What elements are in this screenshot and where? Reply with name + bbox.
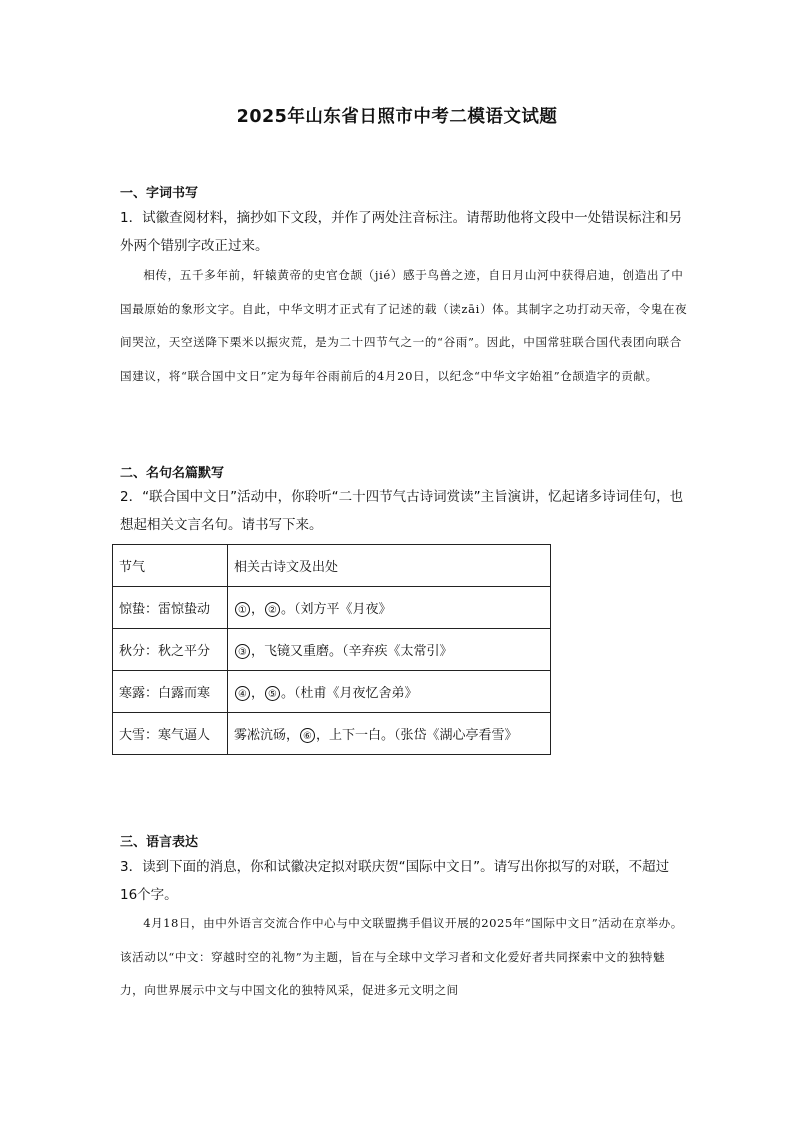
solar-term-cell: 惊蛰：雷惊蛰动: [113, 587, 228, 629]
verse-cell: [228, 671, 551, 713]
table-header-cell: 相关古诗文及出处: [228, 545, 551, 587]
source-text: ，飞镜又重磨。（辛弃疾《太常引》: [251, 644, 453, 659]
table-header-row: [113, 545, 551, 587]
section-heading-1: 一、字词书写: [120, 186, 199, 201]
solar-term-cell: 寒露：白露而寒: [113, 671, 228, 713]
blank-marker: ⑤: [265, 686, 280, 701]
separator-text: ，: [251, 602, 265, 617]
source-text: 。（杜甫《月夜忆舍弟》: [281, 686, 418, 701]
verse-head-text: 雾凇沆砀，: [234, 728, 300, 743]
table-row: [113, 713, 551, 755]
blank-marker: ⑥: [300, 728, 315, 743]
solar-term-cell: 大雪：寒气逼人: [113, 713, 228, 755]
source-text: ，上下一白。（张岱《湖心亭看雪》: [316, 728, 518, 743]
poetry-table: [112, 544, 551, 755]
verse-cell: [228, 587, 551, 629]
source-text: 。（刘方平《月夜》: [281, 602, 392, 617]
blank-marker: ④: [235, 686, 250, 701]
page-title: 2025年山东省日照市中考二模语文试题: [236, 107, 558, 127]
table-row: [113, 587, 551, 629]
question-2: 2．“联合国中文日”活动中，你聆听“二十四节气古诗词赏读”主旨演讲，忆起诸多诗词佳句，也想起相关文言名句。请书写下来。: [120, 489, 684, 533]
blank-marker: ①: [235, 602, 250, 617]
separator-text: ，: [251, 686, 265, 701]
blank-marker: ②: [265, 602, 280, 617]
verse-cell: [228, 713, 551, 755]
verse-cell: [228, 629, 551, 671]
table-row: [113, 629, 551, 671]
passage-1: 相传，五千多年前，轩辕黄帝的史官仓颉（jié）感于鸟兽之迹，自日月山河中获得启迪，创造出了中国最原始的象形文字。自此，中华文明才正式有了记述的载（读zāi）体。其制字之功打动天帝，令鬼在夜间哭泣，天空送降下栗米以振灾荒，是为二十四节气之一的“谷雨”。因此，中国常驻联合国代表团向联合国建议，将“联合国中文日”定为每年谷雨前后的4月20日，以纪念“中华文字始祖”仓颉造字的贡献。: [120, 268, 688, 383]
section-heading-3: 三、语言表达: [120, 835, 199, 850]
passage-3: 4月18日，由中外语言交流合作中心与中文联盟携手倡议开展的2025年“国际中文日”活动在京举办。该活动以“中文：穿越时空的礼物”为主题，旨在与全球中文学习者和文化爱好者共同探索中文的独特魅力，向世界展示中文与中国文化的独特风采，促进多元文明之间: [120, 916, 683, 997]
question-1: 1．试徽查阅材料，摘抄如下文段，并作了两处注音标注。请帮助他将文段中一处错误标注和另外两个错别字改正过来。: [120, 210, 683, 254]
solar-term-cell: 秋分：秋之平分: [113, 629, 228, 671]
question-3: 3．读到下面的消息，你和试徽决定拟对联庆贺“国际中文日”。请写出你拟写的对联，不超过16个字。: [120, 859, 670, 903]
table-header-cell: 节气: [113, 545, 228, 587]
table-row: [113, 671, 551, 713]
blank-marker: ③: [235, 644, 250, 659]
section-heading-2: 二、名句名篇默写: [120, 466, 225, 481]
